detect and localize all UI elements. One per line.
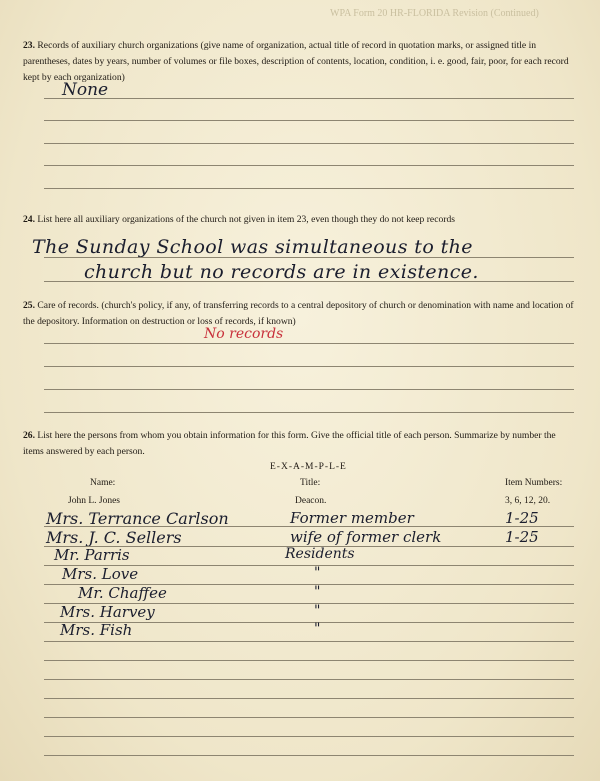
rule-line	[44, 389, 574, 390]
rule-line	[44, 755, 574, 756]
section-25	[23, 298, 575, 330]
section-24-answer-line-1: The Sunday School was simultaneous to the	[32, 236, 473, 258]
person-name: Mr. Chaffee	[78, 584, 167, 602]
section-25-number: 25.	[23, 300, 35, 311]
person-name: Mr. Parris	[54, 546, 130, 564]
person-name: Mrs. J. C. Sellers	[46, 528, 182, 547]
rule-line	[44, 143, 574, 144]
section-25-text: Care of records. (church's policy, if any, of transferring records to a central depository of church or denomination with name and location of the depository. Information on destruction or loss of records, if known)	[23, 300, 574, 327]
section-23	[23, 38, 575, 86]
rule-line	[44, 257, 574, 258]
person-name: Mrs. Harvey	[60, 603, 155, 621]
person-title: Residents	[285, 546, 355, 562]
column-name-header: Name:	[90, 478, 116, 488]
person-items: 1-25	[505, 528, 539, 546]
rule-line	[44, 679, 574, 680]
section-25-answer: No records	[204, 326, 284, 342]
rule-line	[44, 736, 574, 737]
section-26-text: List here the persons from whom you obtain information for this form. Give the official title of each person. Summarize by number the items answered by each person.	[23, 430, 556, 457]
rule-line	[44, 412, 574, 413]
person-title: "	[314, 565, 321, 581]
column-title-header: Title:	[300, 478, 321, 488]
section-23-answer: None	[62, 80, 109, 100]
rule-line	[44, 698, 574, 699]
rule-line	[44, 641, 574, 642]
example-items: 3, 6, 12, 20.	[505, 496, 551, 506]
header-ghost-text: WPA Form 20 HR-FLORIDA Revision (Continued)	[330, 8, 539, 19]
person-name: Mrs. Terrance Carlson	[46, 509, 229, 528]
section-23-number: 23.	[23, 40, 35, 51]
rule-line	[44, 717, 574, 718]
example-title: Deacon.	[295, 496, 327, 506]
rule-line	[44, 98, 574, 99]
person-items: 1-25	[505, 509, 539, 527]
section-24-text: List here all auxiliary organizations of the church not given in item 23, even though they do not keep records	[37, 214, 455, 225]
section-23-text: Records of auxiliary church organizations (give name of organization, actual title of record in quotation marks, or assigned title in parentheses, dates by years, number of volumes or file boxes, description of contents, location, condition, i. e. good, fair, poor, for each record kept by each organization)	[23, 40, 569, 83]
rule-line	[44, 366, 574, 367]
example-name: John L. Jones	[68, 496, 120, 506]
section-24-answer-line-2: church but no records are in existence.	[84, 261, 479, 283]
person-name: Mrs. Fish	[60, 621, 133, 639]
rule-line	[44, 120, 574, 121]
rule-line	[44, 526, 574, 527]
rule-line	[44, 165, 574, 166]
section-24-number: 24.	[23, 214, 35, 225]
person-title: "	[314, 603, 321, 619]
example-heading: E-X-A-M-P-L-E	[270, 462, 347, 472]
section-26-number: 26.	[23, 430, 35, 441]
person-title: "	[314, 621, 321, 637]
rule-line	[44, 281, 574, 282]
rule-line	[44, 188, 574, 189]
rule-line	[44, 660, 574, 661]
person-title: Former member	[290, 509, 414, 527]
section-26	[23, 428, 575, 460]
person-title: "	[314, 584, 321, 600]
person-title: wife of former clerk	[290, 528, 442, 546]
person-name: Mrs. Love	[62, 565, 139, 583]
rule-line	[44, 343, 574, 344]
section-24	[23, 212, 575, 228]
column-items-header: Item Numbers:	[505, 478, 563, 488]
